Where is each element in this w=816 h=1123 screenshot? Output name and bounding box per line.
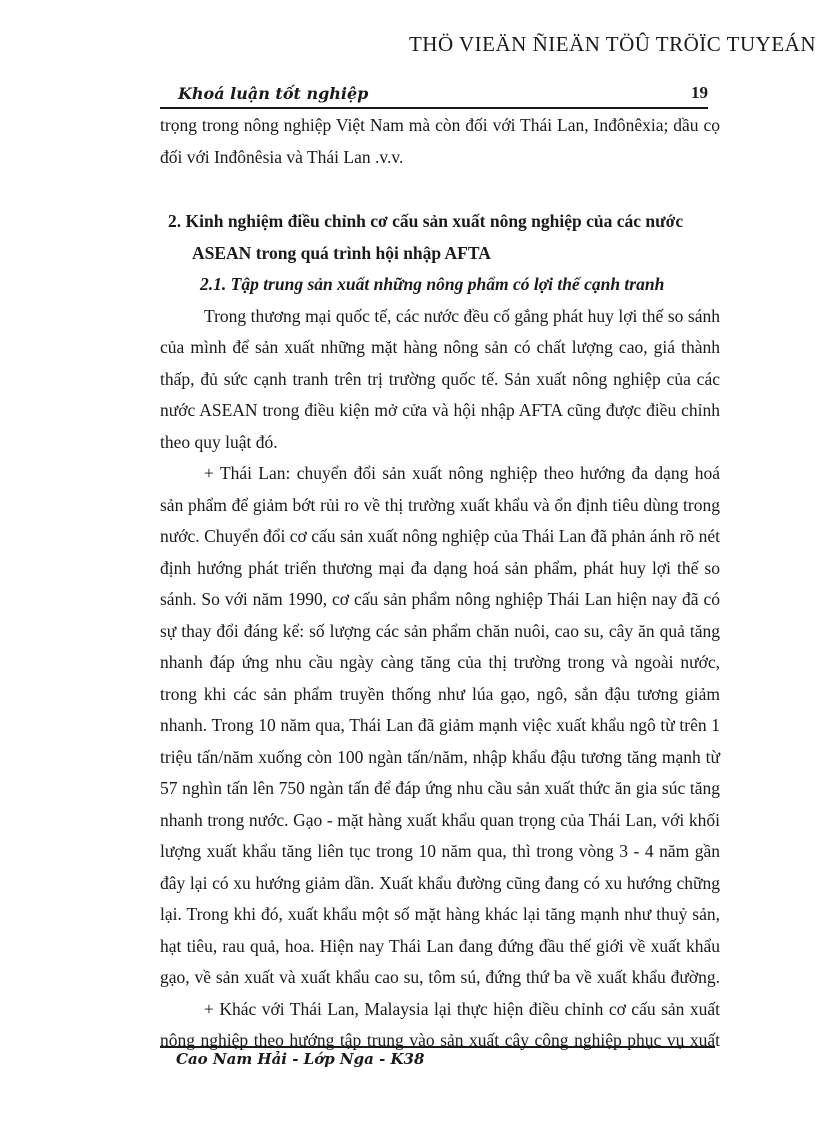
- text-line: Trong thương mại quốc tế, các nước đều cố gắng phát huy lợi thế so sánh: [204, 305, 720, 326]
- library-watermark: THÖ VIEÄN ÑIEÄN TÖÛ TRÖÏC TUYEÁN: [408, 32, 816, 56]
- text-line: của mình để sản xuất những mặt hàng nông sản có chất lượng cao, giá thành: [160, 337, 720, 357]
- text-line: triệu tấn/năm xuống còn 100 ngàn tấn/năm, nhập khẩu đậu tương tăng mạnh từ: [160, 746, 720, 767]
- text-line: 2.1. Tập trung sản xuất những nông phẩm có lợi thế cạnh tranh: [200, 274, 665, 294]
- text-line: trong khi các sản phẩm truyền thống như lúa gạo, ngô, sắn đậu tương giảm: [160, 683, 720, 704]
- text-line: nhanh đáp ứng nhu cầu ngày càng tăng của thị trường trong và ngoài nước,: [160, 652, 720, 672]
- text-line: theo quy luật đó.: [160, 431, 278, 452]
- text-line: sản phẩm để giảm bớt rủi ro về thị trường xuất khẩu và ổn định tiêu dùng trong: [160, 494, 720, 515]
- text-line: + Khác với Thái Lan, Malaysia lại thực hiện điều chỉnh cơ cấu sản xuất: [204, 998, 720, 1019]
- text-line: nhanh trong nước. Gạo - mặt hàng xuất khẩu quan trọng của Thái Lan, với khối: [160, 809, 720, 830]
- page-footer: [160, 1046, 715, 1069]
- text-line: lại. Trong khi đó, xuất khẩu một số mặt hàng khác lại tăng mạnh như thuỷ sản,: [160, 904, 720, 924]
- text-line: 57 nghìn tấn lên 750 ngàn tấn để đáp ứng nhu cầu sản xuất thức ăn gia súc tăng: [160, 778, 720, 798]
- text-line: sánh. So với năm 1990, cơ cấu sản phẩm nông nghiệp Thái Lan hiện nay đã có: [160, 589, 720, 609]
- text-line: thấp, đủ sức cạnh tranh trên trị trường quốc tế. Sản xuất nông nghiệp của các: [160, 368, 720, 389]
- page-header: [160, 83, 708, 109]
- text-line: gạo, về sản xuất và xuất khẩu cao su, tôm sú, đứng thứ ba về xuất khẩu đường.: [160, 967, 720, 987]
- text-line: hạt tiêu, rau quả, hoa. Hiện nay Thái Lan đang đứng đầu thế giới về xuất khẩu: [160, 935, 720, 956]
- text-line: định hướng phát triển thương mại đa dạng hoá sản phẩm, phát huy lợi thế so: [160, 557, 720, 578]
- page-number: 19: [691, 83, 708, 102]
- text-line: 2. Kinh nghiệm điều chỉnh cơ cấu sản xuất nông nghiệp của các nước: [168, 211, 684, 231]
- text-line: + Thái Lan: chuyển đổi sản xuất nông nghiệp theo hướng đa dạng hoá: [204, 463, 720, 483]
- text-line: đối với Inđônêsia và Thái Lan .v.v.: [160, 146, 404, 167]
- text-line: lượng xuất khẩu tăng liên tục trong 10 năm qua, thì trong vòng 3 - 4 năm gần: [160, 841, 720, 861]
- body-text: [160, 110, 720, 1057]
- text-line: nông nghiệp theo hướng tập trung vào sản xuất cây công nghiệp phục vụ xuất: [160, 1030, 720, 1050]
- text-line: sự thay đổi đáng kể: số lượng các sản phẩm chăn nuôi, cao su, cây ăn quả tăng: [160, 620, 720, 641]
- thesis-title: Khoá luận tốt nghiệp: [178, 84, 369, 103]
- author-line: Cao Nam Hải - Lớp Nga - K38: [176, 1050, 425, 1068]
- text-line: trọng trong nông nghiệp Việt Nam mà còn đối với Thái Lan, Inđônêxia; dầu cọ: [160, 115, 720, 135]
- text-line: nhanh. Trong 10 năm qua, Thái Lan đã giảm mạnh việc xuất khẩu ngô từ trên 1: [160, 715, 720, 735]
- text-line: đây lại có xu hướng giảm dần. Xuất khẩu đường cũng đang có xu hướng chững: [160, 872, 720, 893]
- text-line: ASEAN trong quá trình hội nhập AFTA: [192, 242, 491, 263]
- text-line: nước ASEAN trong điều kiện mở cửa và hội nhập AFTA cũng được điều chỉnh: [160, 400, 720, 420]
- text-line: nước. Chuyển đổi cơ cấu sản xuất nông nghiệp của Thái Lan đã phản ánh rõ nét: [160, 526, 720, 546]
- paragraph-gap: [160, 173, 720, 206]
